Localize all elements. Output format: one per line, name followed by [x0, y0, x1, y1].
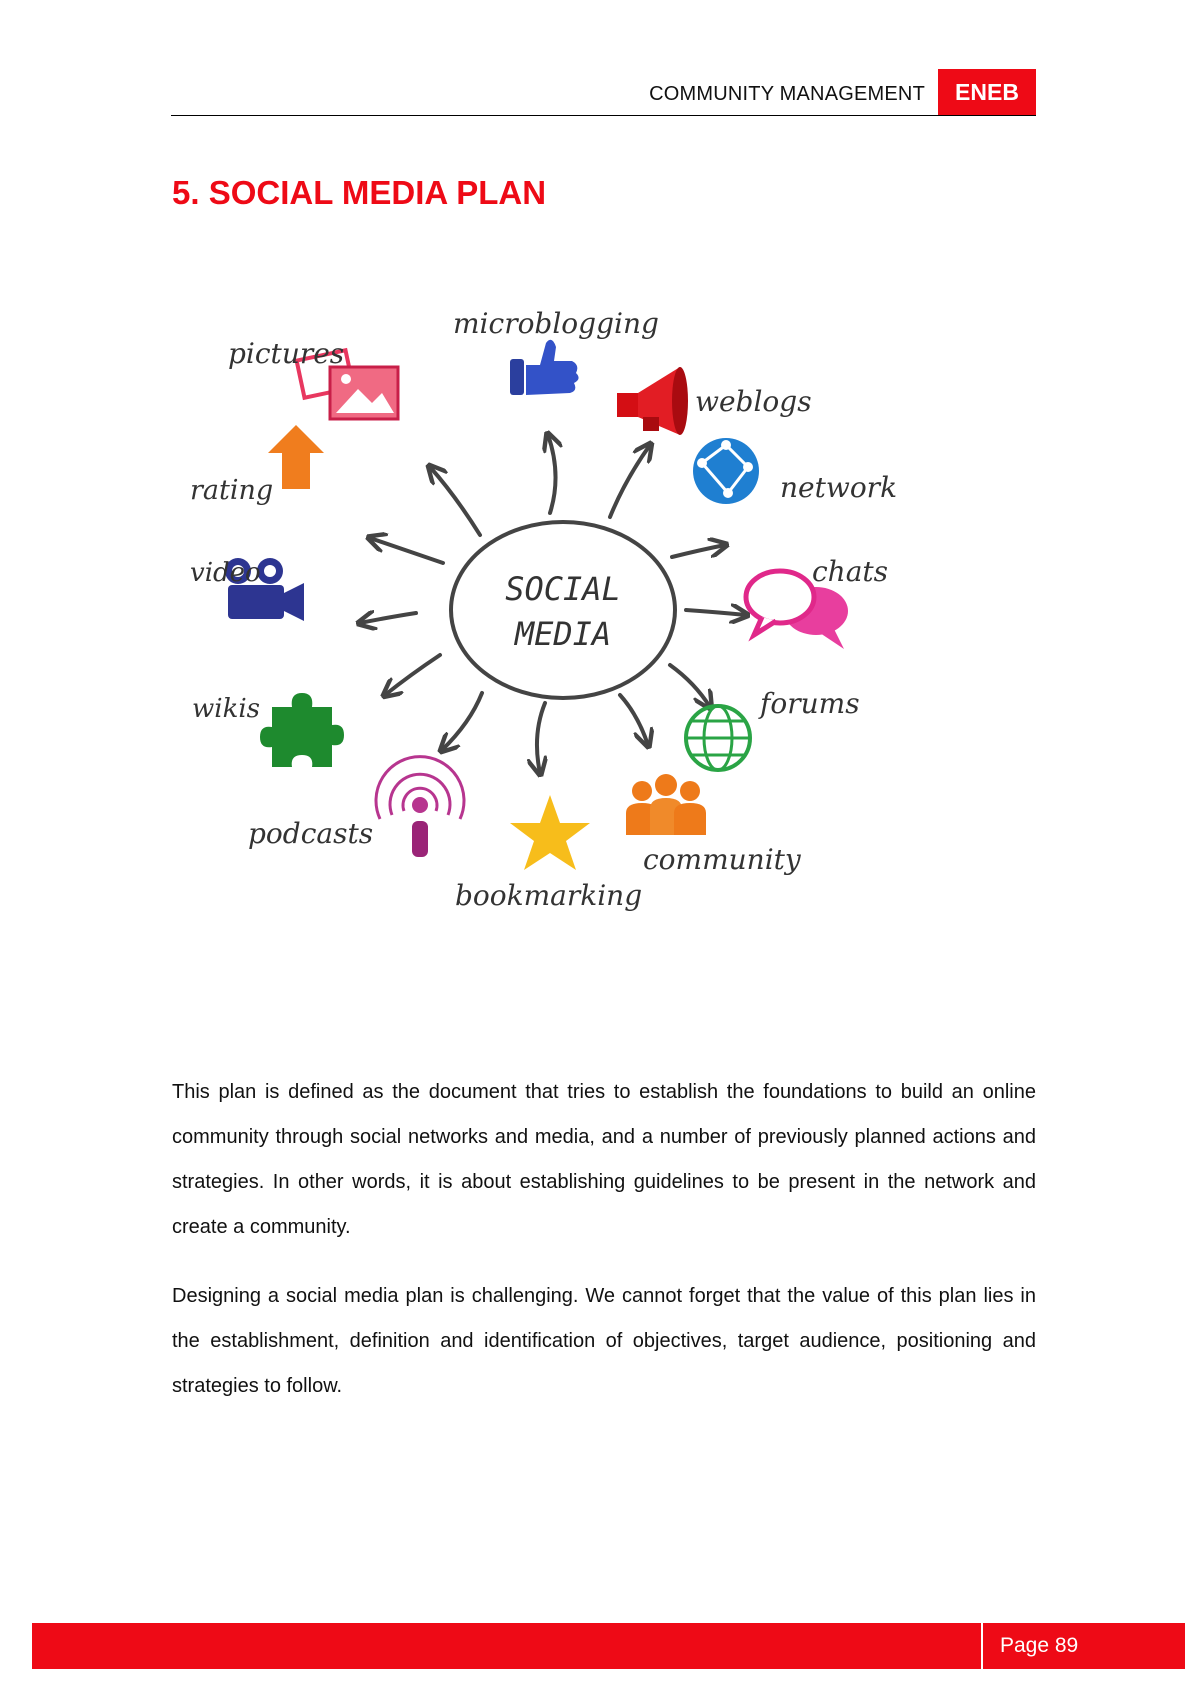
label-network: network [780, 471, 898, 504]
puzzle-piece-icon [260, 693, 344, 767]
arrow-forums [670, 665, 710, 707]
globe-network-icon [693, 438, 759, 504]
page-number: Page 89 [1000, 1634, 1079, 1657]
label-rating: rating [190, 475, 274, 506]
people-icon [626, 774, 706, 835]
section-title: 5. SOCIAL MEDIA PLAN [172, 174, 547, 211]
globe-icon [686, 706, 750, 770]
thumbs-up-icon [510, 340, 579, 395]
paragraph-2: Designing a social media plan is challenging. We cannot forget that the value of this plan lies in the establishment, definition and identification of objectives, target audience, positioning and strategies to follow. [172, 1285, 1036, 1397]
arrow-video [360, 613, 416, 623]
arrow-community [620, 695, 648, 745]
arrow-bookmarking [537, 703, 545, 773]
label-podcasts: podcasts [248, 817, 374, 850]
label-video: video [190, 558, 261, 588]
label-microblogging: microblogging [453, 307, 659, 340]
label-community: community [643, 843, 801, 876]
label-forums: forums [760, 687, 860, 720]
header-rule [171, 115, 1036, 116]
arrow-wikis [385, 655, 440, 695]
arrow-chats [686, 610, 746, 615]
arrow-podcasts [442, 693, 482, 750]
center-circle [451, 522, 675, 698]
social-media-diagram [180, 295, 980, 935]
label-bookmarking: bookmarking [455, 879, 643, 912]
label-pictures: pictures [228, 337, 345, 370]
arrow-pictures [430, 467, 480, 535]
podcast-icon [376, 757, 464, 857]
diagram-svg [180, 295, 980, 935]
label-chats: chats [812, 555, 889, 588]
arrow-network [672, 545, 725, 557]
center-line2: MEDIA [514, 615, 612, 653]
center-line1: SOCIAL [505, 570, 621, 608]
label-wikis: wikis [192, 694, 260, 724]
label-weblogs: weblogs [695, 385, 812, 418]
arrow-weblogs [610, 445, 650, 517]
header-title: COMMUNITY MANAGEMENT [649, 83, 925, 105]
up-arrow-icon [268, 425, 324, 489]
paragraph-1: This plan is defined as the document that tries to establish the foundations to build an online community through social networks and media, and a number of previously planned actions and strategies. In other words, it is about establishing guidelines to be present in the network and create a community. [172, 1081, 1036, 1238]
arrow-microblogging [548, 435, 556, 513]
arrow-rating [370, 538, 443, 563]
star-icon [510, 795, 590, 870]
megaphone-icon [617, 367, 688, 435]
footer-divider [981, 1623, 983, 1669]
header-brand-badge: ENEB [938, 69, 1036, 115]
